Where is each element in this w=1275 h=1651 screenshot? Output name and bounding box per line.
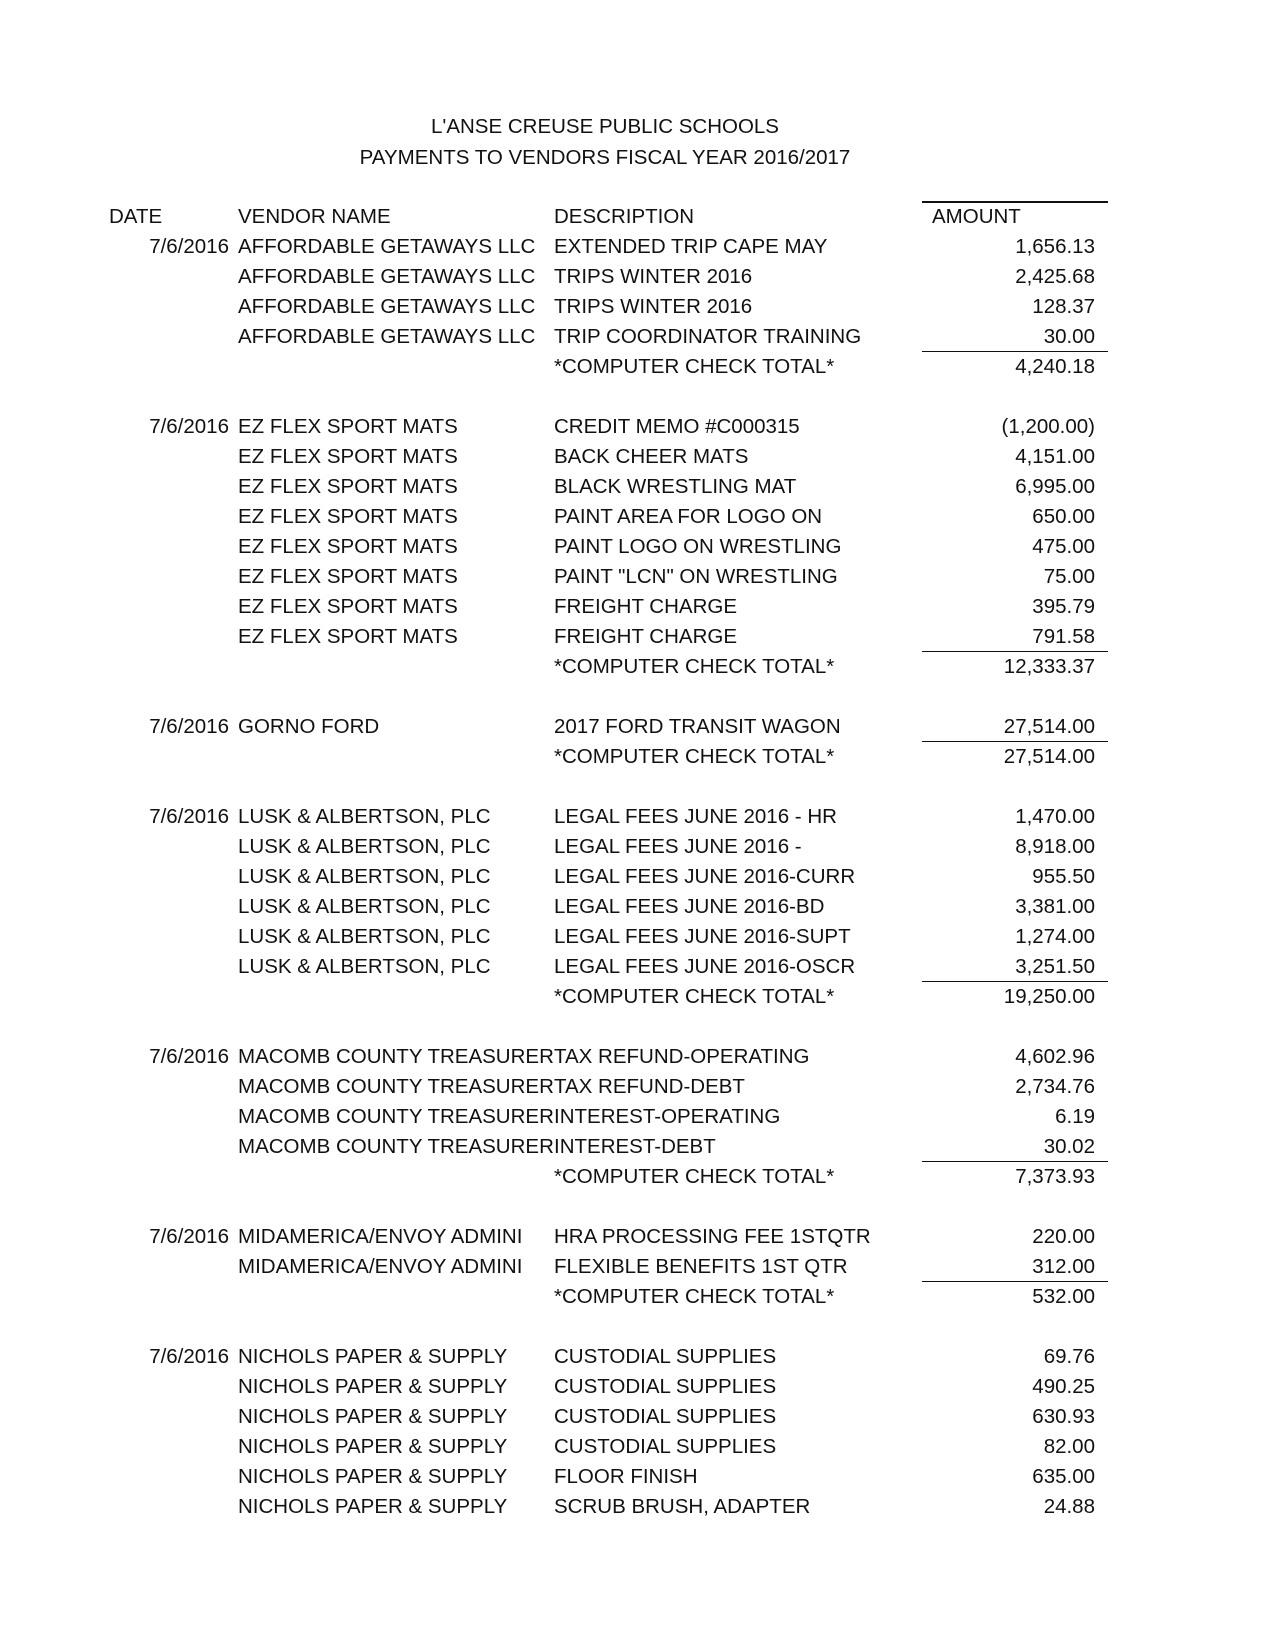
vendor-name: LUSK & ALBERTSON, PLC: [238, 865, 491, 888]
vendor-name: NICHOLS PAPER & SUPPLY: [238, 1405, 508, 1428]
payment-description: LEGAL FEES JUNE 2016-OSCR: [554, 955, 856, 978]
check-total-row: [0, 352, 1275, 382]
vendor-name: LUSK & ALBERTSON, PLC: [238, 955, 491, 978]
payment-description: FREIGHT CHARGE: [554, 625, 737, 648]
payment-amount: 27,514.00: [1003, 715, 1095, 738]
vendor-name: GORNO FORD: [238, 715, 380, 738]
check-total-label: *COMPUTER CHECK TOTAL*: [554, 985, 835, 1008]
table-row: [0, 1132, 1275, 1162]
payment-amount: 2,734.76: [1015, 1075, 1095, 1098]
payment-amount: 24.88: [1043, 1495, 1095, 1518]
payment-description: LEGAL FEES JUNE 2016-SUPT: [554, 925, 851, 948]
check-total-row: [0, 1282, 1275, 1312]
payment-description: BLACK WRESTLING MAT: [554, 475, 797, 498]
payment-amount: 69.76: [1043, 1345, 1095, 1368]
document-title: L'ANSE CREUSE PUBLIC SCHOOLS: [431, 115, 779, 138]
table-row: [0, 232, 1275, 262]
vendor-name: EZ FLEX SPORT MATS: [238, 475, 458, 498]
payment-amount: 791.58: [1032, 625, 1095, 648]
payment-date: 7/6/2016: [149, 805, 229, 828]
vendor-column-header: VENDOR NAME: [238, 205, 391, 228]
payment-amount: 4,151.00: [1015, 445, 1095, 468]
check-total-label: *COMPUTER CHECK TOTAL*: [554, 1165, 835, 1188]
vendor-name: EZ FLEX SPORT MATS: [238, 505, 458, 528]
payment-date: 7/6/2016: [149, 235, 229, 258]
vendor-name: EZ FLEX SPORT MATS: [238, 445, 458, 468]
payment-description: INTEREST-OPERATING: [554, 1105, 781, 1128]
group-spacer: [0, 682, 1275, 712]
table-row: [0, 952, 1275, 982]
table-row: [0, 442, 1275, 472]
payment-description: HRA PROCESSING FEE 1STQTR: [554, 1225, 871, 1248]
payment-amount: 395.79: [1032, 595, 1095, 618]
table-row: [0, 832, 1275, 862]
payment-description: PAINT "LCN" ON WRESTLING: [554, 565, 838, 588]
group-spacer: [0, 382, 1275, 412]
table-row: [0, 622, 1275, 652]
vendor-name: LUSK & ALBERTSON, PLC: [238, 835, 491, 858]
vendor-name: MIDAMERICA/ENVOY ADMINI: [238, 1225, 523, 1248]
table-row: [0, 412, 1275, 442]
vendor-name: LUSK & ALBERTSON, PLC: [238, 805, 491, 828]
vendor-name: EZ FLEX SPORT MATS: [238, 415, 458, 438]
vendor-name: EZ FLEX SPORT MATS: [238, 565, 458, 588]
payment-description: SCRUB BRUSH, ADAPTER: [554, 1495, 811, 1518]
payment-description: TAX REFUND-DEBT: [554, 1075, 745, 1098]
payment-description: CUSTODIAL SUPPLIES: [554, 1375, 777, 1398]
payment-group: [0, 1222, 1275, 1342]
payment-description: CREDIT MEMO #C000315: [554, 415, 800, 438]
payment-group: [0, 412, 1275, 712]
vendor-name: LUSK & ALBERTSON, PLC: [238, 925, 491, 948]
payment-amount: 75.00: [1043, 565, 1095, 588]
vendor-name: MACOMB COUNTY TREASURER: [238, 1045, 554, 1068]
payment-date: 7/6/2016: [149, 1225, 229, 1248]
vendor-name: NICHOLS PAPER & SUPPLY: [238, 1435, 508, 1458]
payment-groups: [0, 232, 1275, 1522]
check-total-amount: 12,333.37: [1003, 655, 1095, 678]
table-row: [0, 1342, 1275, 1372]
check-total-row: [0, 1162, 1275, 1192]
payment-amount: 4,602.96: [1015, 1045, 1095, 1068]
payment-description: 2017 FORD TRANSIT WAGON: [554, 715, 841, 738]
payment-amount: 3,381.00: [1015, 895, 1095, 918]
payment-description: LEGAL FEES JUNE 2016 -: [554, 835, 802, 858]
vendor-name: NICHOLS PAPER & SUPPLY: [238, 1345, 508, 1368]
check-total-label: *COMPUTER CHECK TOTAL*: [554, 355, 835, 378]
payment-description: BACK CHEER MATS: [554, 445, 749, 468]
table-row: [0, 1252, 1275, 1282]
table-row: [0, 712, 1275, 742]
table-row: [0, 1222, 1275, 1252]
table-row: [0, 802, 1275, 832]
payment-amount: 490.25: [1032, 1375, 1095, 1398]
payment-group: [0, 1342, 1275, 1522]
payment-amount: 630.93: [1032, 1405, 1095, 1428]
payment-amount: 650.00: [1032, 505, 1095, 528]
payment-description: INTEREST-DEBT: [554, 1135, 716, 1158]
payment-description: PAINT AREA FOR LOGO ON: [554, 505, 823, 528]
check-total-label: *COMPUTER CHECK TOTAL*: [554, 745, 835, 768]
vendor-name: MIDAMERICA/ENVOY ADMINI: [238, 1255, 523, 1278]
payment-amount: 2,425.68: [1015, 265, 1095, 288]
payment-amount: 82.00: [1043, 1435, 1095, 1458]
column-header-row: [0, 202, 1275, 232]
check-total-row: [0, 982, 1275, 1012]
table-row: [0, 1042, 1275, 1072]
vendor-name: EZ FLEX SPORT MATS: [238, 625, 458, 648]
payment-description: PAINT LOGO ON WRESTLING: [554, 535, 842, 558]
payment-date: 7/6/2016: [149, 715, 229, 738]
payment-amount: 635.00: [1032, 1465, 1095, 1488]
payment-description: FLEXIBLE BENEFITS 1ST QTR: [554, 1255, 848, 1278]
vendor-name: AFFORDABLE GETAWAYS LLC: [238, 235, 536, 258]
check-total-row: [0, 742, 1275, 772]
check-total-amount: 4,240.18: [1015, 355, 1095, 378]
table-row: [0, 502, 1275, 532]
table-row: [0, 922, 1275, 952]
payment-description: TRIPS WINTER 2016: [554, 295, 753, 318]
table-row: [0, 1402, 1275, 1432]
payment-amount: 30.02: [1043, 1135, 1095, 1158]
payment-amount: 220.00: [1032, 1225, 1095, 1248]
check-total-label: *COMPUTER CHECK TOTAL*: [554, 655, 835, 678]
payment-amount: 1,656.13: [1015, 235, 1095, 258]
group-spacer: [0, 1192, 1275, 1222]
payment-group: [0, 232, 1275, 412]
payment-amount: 6.19: [1055, 1105, 1095, 1128]
document-subtitle: PAYMENTS TO VENDORS FISCAL YEAR 2016/2017: [359, 146, 851, 169]
vendor-name: NICHOLS PAPER & SUPPLY: [238, 1375, 508, 1398]
vendor-name: NICHOLS PAPER & SUPPLY: [238, 1465, 508, 1488]
table-row: [0, 532, 1275, 562]
group-spacer: [0, 1312, 1275, 1342]
payment-amount: 30.00: [1043, 325, 1095, 348]
payment-description: LEGAL FEES JUNE 2016-BD: [554, 895, 825, 918]
payment-description: CUSTODIAL SUPPLIES: [554, 1345, 777, 1368]
payment-description: EXTENDED TRIP CAPE MAY: [554, 235, 828, 258]
check-total-amount: 27,514.00: [1003, 745, 1095, 768]
table-row: [0, 472, 1275, 502]
check-total-amount: 19,250.00: [1003, 985, 1095, 1008]
payment-description: LEGAL FEES JUNE 2016-CURR: [554, 865, 856, 888]
group-spacer: [0, 1012, 1275, 1042]
payment-description: TAX REFUND-OPERATING: [554, 1045, 810, 1068]
payment-amount: 1,274.00: [1015, 925, 1095, 948]
check-total-amount: 532.00: [1032, 1285, 1095, 1308]
payment-date: 7/6/2016: [149, 1045, 229, 1068]
payment-amount: 6,995.00: [1015, 475, 1095, 498]
payment-amount: 128.37: [1032, 295, 1095, 318]
check-total-label: *COMPUTER CHECK TOTAL*: [554, 1285, 835, 1308]
vendor-name: MACOMB COUNTY TREASURER: [238, 1105, 554, 1128]
payments-ledger: [0, 202, 1275, 1522]
amount-column-header: AMOUNT: [932, 205, 1021, 228]
table-row: [0, 862, 1275, 892]
payment-amount: (1,200.00): [1001, 415, 1095, 438]
table-row: [0, 1462, 1275, 1492]
payment-date: 7/6/2016: [149, 415, 229, 438]
group-spacer: [0, 772, 1275, 802]
table-row: [0, 1372, 1275, 1402]
payment-group: [0, 712, 1275, 802]
payment-group: [0, 1042, 1275, 1222]
table-row: [0, 592, 1275, 622]
check-total-row: [0, 652, 1275, 682]
table-row: [0, 262, 1275, 292]
table-row: [0, 1072, 1275, 1102]
payment-description: CUSTODIAL SUPPLIES: [554, 1435, 777, 1458]
payment-date: 7/6/2016: [149, 1345, 229, 1368]
table-row: [0, 292, 1275, 322]
vendor-name: AFFORDABLE GETAWAYS LLC: [238, 265, 536, 288]
payment-amount: 955.50: [1032, 865, 1095, 888]
table-row: [0, 892, 1275, 922]
payment-description: FLOOR FINISH: [554, 1465, 698, 1488]
payment-description: LEGAL FEES JUNE 2016 - HR: [554, 805, 837, 828]
payment-amount: 475.00: [1032, 535, 1095, 558]
vendor-name: EZ FLEX SPORT MATS: [238, 595, 458, 618]
vendor-name: AFFORDABLE GETAWAYS LLC: [238, 325, 536, 348]
payment-group: [0, 802, 1275, 1042]
table-row: [0, 1492, 1275, 1522]
vendor-name: MACOMB COUNTY TREASURER: [238, 1075, 554, 1098]
payment-amount: 312.00: [1032, 1255, 1095, 1278]
check-total-amount: 7,373.93: [1015, 1165, 1095, 1188]
payment-description: CUSTODIAL SUPPLIES: [554, 1405, 777, 1428]
vendor-name: LUSK & ALBERTSON, PLC: [238, 895, 491, 918]
table-row: [0, 1102, 1275, 1132]
vendor-name: EZ FLEX SPORT MATS: [238, 535, 458, 558]
table-row: [0, 322, 1275, 352]
payment-description: FREIGHT CHARGE: [554, 595, 737, 618]
table-row: [0, 562, 1275, 592]
vendor-name: NICHOLS PAPER & SUPPLY: [238, 1495, 508, 1518]
table-row: [0, 1432, 1275, 1462]
vendor-name: MACOMB COUNTY TREASURER: [238, 1135, 554, 1158]
description-column-header: DESCRIPTION: [554, 205, 695, 228]
payment-amount: 8,918.00: [1015, 835, 1095, 858]
payment-amount: 1,470.00: [1015, 805, 1095, 828]
date-column-header: DATE: [109, 205, 163, 228]
payment-amount: 3,251.50: [1015, 955, 1095, 978]
payment-description: TRIP COORDINATOR TRAINING: [554, 325, 862, 348]
vendor-name: AFFORDABLE GETAWAYS LLC: [238, 295, 536, 318]
payment-description: TRIPS WINTER 2016: [554, 265, 753, 288]
